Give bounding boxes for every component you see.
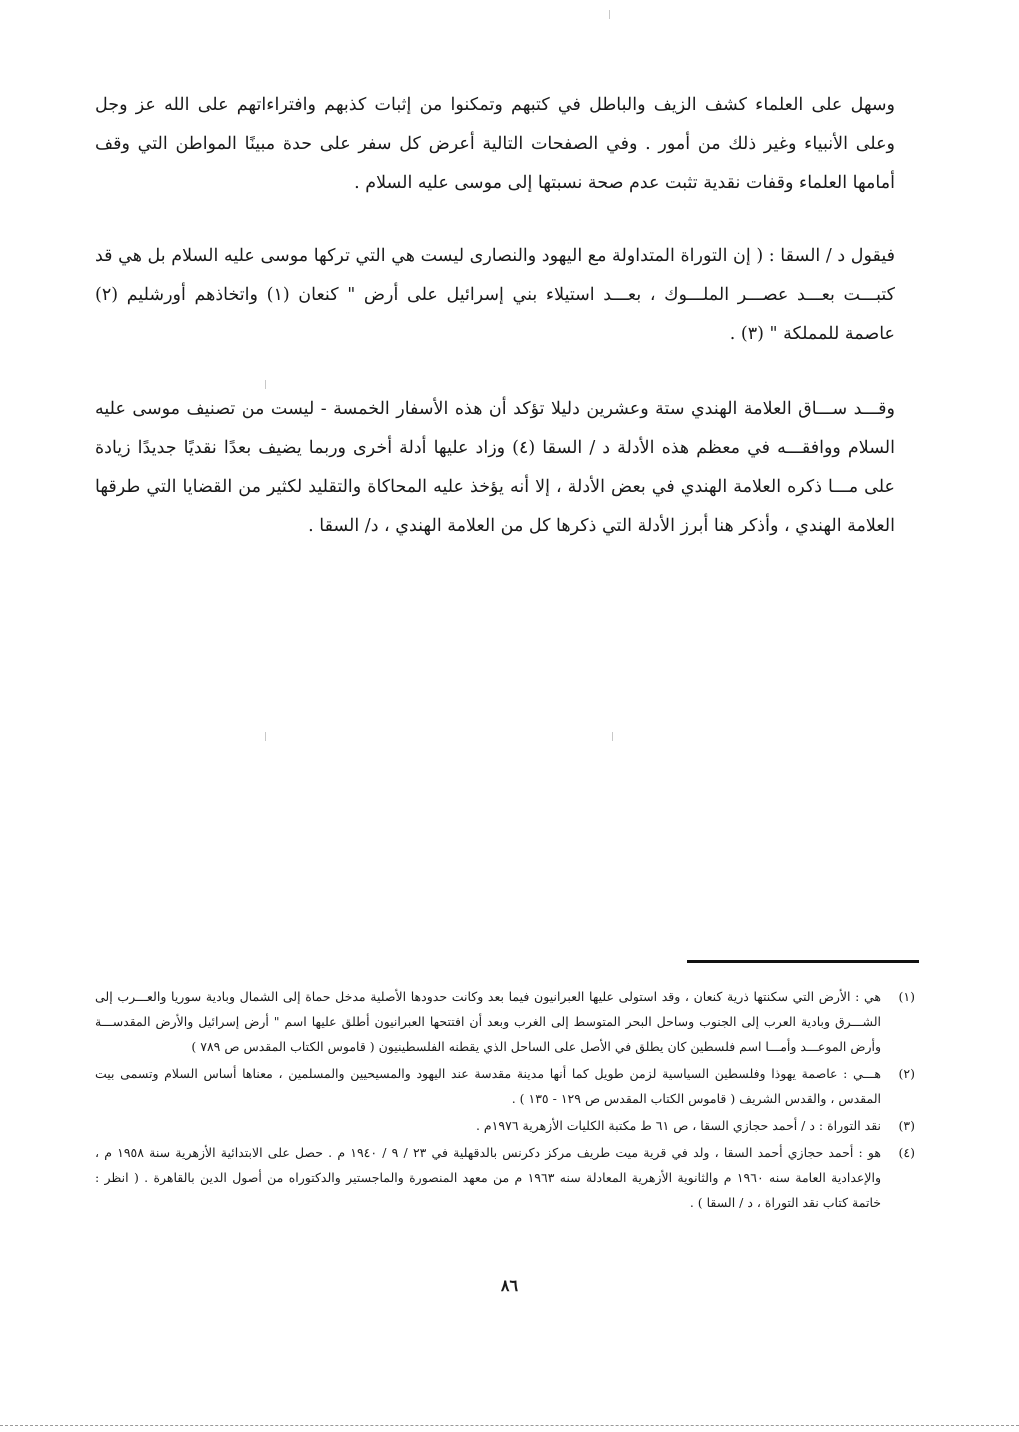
scan-edge-line	[0, 1425, 1019, 1426]
footnote-number: (٣)	[898, 1118, 915, 1133]
footnote-text: هو : أحمد حجازي أحمد السقا ، ولد في قرية ميت طريف مركز دكرنس بالدقهلية في ٢٣ / ٩ / ١٩٤٠ م . حصل على الابتدائية الأزهرية سنة ١٩٥٨ م ، والإعدادية العامة سنه ١٩٦٠ م والثانوية الأزهرية المعادلة سنه ١٩٦٣ م من معهد المنصورة والماجستير والدكتوراه من أصول الدين بالقاهرة . ( انظر : خاتمة كتاب نقد التوراة ، د / السقا ) .	[95, 1145, 881, 1210]
footnote-text: نقد التوراة : د / أحمد حجازي السقا ، ص ٦١ ط مكتبة الكليات الأزهرية ١٩٧٦م .	[475, 1118, 881, 1133]
footnote-number: (٤)	[898, 1145, 915, 1160]
scan-speck	[265, 380, 266, 389]
footnote-2	[95, 1061, 915, 1111]
scan-speck	[609, 10, 610, 19]
footnote-number: (١)	[898, 989, 915, 1004]
page-number: ٨٦	[500, 1276, 519, 1295]
footnote-text: هـــي : عاصمة يهوذا وفلسطين السياسية لزمن طويل كما أنها مدينة مقدسة عند اليهود والمسيحيين والمسلمين ، معناها أساس السلام وتسمى بيت المقدس ، والقدس الشريف ( قاموس الكتاب المقدس ص ١٢٩ - ١٣٥ ) .	[95, 1066, 881, 1106]
footnote-3	[95, 1113, 915, 1138]
footnote-number: (٢)	[898, 1066, 915, 1081]
footnote-separator	[687, 960, 919, 963]
footnote-1	[95, 984, 915, 1059]
scan-speck	[612, 732, 613, 741]
body-paragraph-3: وقـــد ســـاق العلامة الهندي ستة وعشرين دليلا تؤكد أن هذه الأسفار الخمسة - ليست من تصنيف موسى عليه السلام ووافقـــه في معظم هذه الأدلة د / السقا (٤) وزاد عليها أدلة أخرى وربما يضيف بعدًا نقديًا جديدًا زيادة على مـــا ذكره العلامة الهندي في بعض الأدلة ، إلا أنه يؤخذ عليه المحاكاة والتقليد لكثير من القضايا التي طرقها العلامة الهندي ، وأذكر هنا أبرز الأدلة التي ذكرها كل من العلامة الهندي ، د/ السقا .	[95, 399, 895, 536]
scan-speck	[265, 732, 266, 741]
body-paragraph-2: فيقول د / السقا : ( إن التوراة المتداولة مع اليهود والنصارى ليست هي التي تركها موسى عليه السلام بل هي قد كتبـــت بعـــد عصـــر الملـــوك ، بعـــد استيلاء بني إسرائيل على أرض " كنعان (١) واتخاذهم أورشليم (٢) عاصمة للمملكة " (٣) .	[95, 246, 895, 344]
footnote-4	[95, 1140, 915, 1215]
body-paragraph-1: وسهل على العلماء كشف الزيف والباطل في كتبهم وتمكنوا من إثبات كذبهم وافتراءاتهم على الله عز وجل وعلى الأنبياء وغير ذلك من أمور . وفي الصفحات التالية أعرض كل سفر على حدة مبينًا المواطن التي وقف أمامها العلماء وقفات نقدية تثبت عدم صحة نسبتها إلى موسى عليه السلام .	[95, 95, 895, 193]
footnote-text: هي : الأرض التي سكنتها ذرية كنعان ، وقد استولى عليها العبرانيون فيما بعد وكانت حدودها الأصلية مدخل حماة إلى الشمال وبادية سوريا والعـــرب إلى الشـــرق وبادية العرب إلى الجنوب وساحل البحر المتوسط إلى الغرب وبعد أن افتتحها العبرانيون أطلق عليها اسم " أرض إسرائيل والأرض المقدســـة وأرض الموعـــد وأمـــا اسم فلسطين كان يطلق في الأصل على الساحل الذي يقطنه الفلسطينيون ( قاموس الكتاب المقدس ص ٧٨٩ )	[95, 989, 881, 1054]
footnotes-section	[95, 984, 915, 1217]
